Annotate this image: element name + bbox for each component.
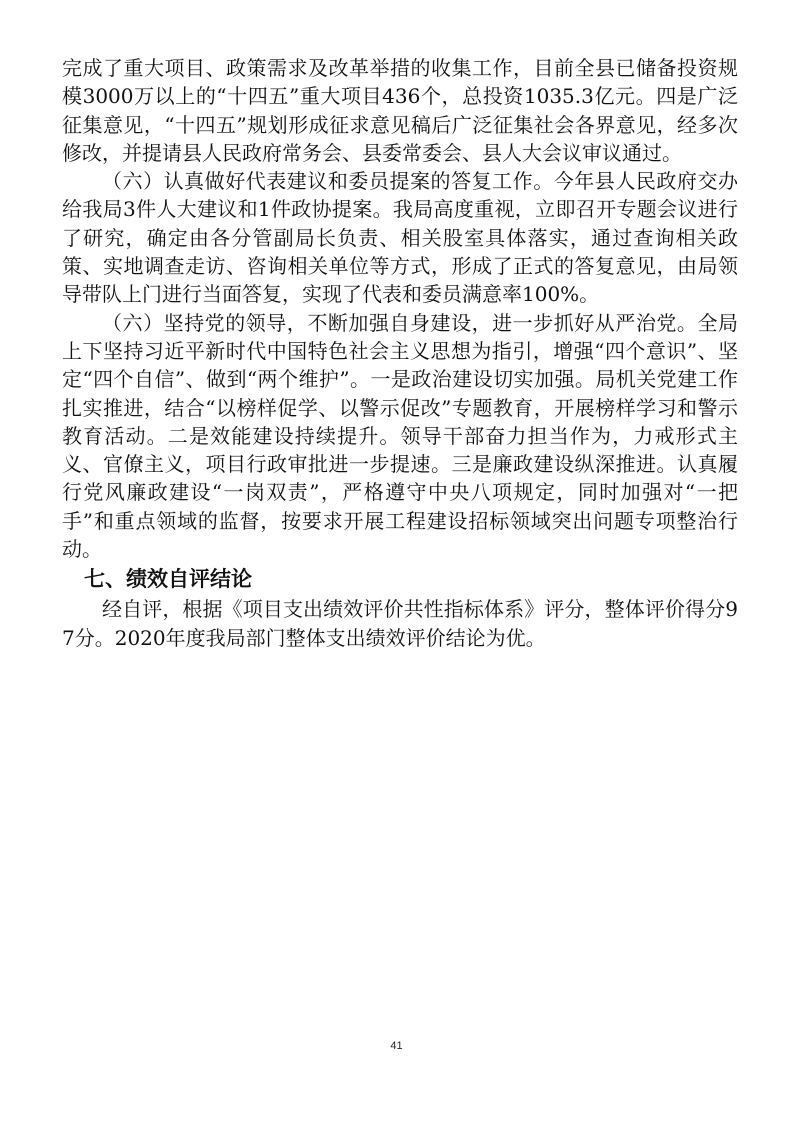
paragraph-party-leadership: （六）坚持党的领导，不断加强自身建设，进一步抓好从严治党。全局上下坚持习近平新时代中国特色社会主义思想为指引，增强“四个意识”、坚定“四个自信”、做到“两个维护”。一是政治建设切实加强。局机关党建工作扎实推进，结合“以榜样促学、以警示促改”专题教育，开展榜样学习和警示教育活动。二是效能建设持续提升。领导干部奋力担当作为，力戒形式主义、官僚主义，项目行政审批进一步提速。三是廉政建设纵深推进。认真履行党风廉政建设“一岗双责”，严格遵守中央八项规定，同时加强对“一把手”和重点领域的监督，按要求开展工程建设招标领域突出问题专项整治行动。 (62, 310, 738, 562)
section-heading-self-evaluation: 七、绩效自评结论 (84, 567, 252, 592)
page-number: 41 (390, 1040, 403, 1052)
paragraph-evaluation-conclusion: 经自评，根据《项目支出绩效评价共性指标体系》评分，整体评价得分97分。2020年度我局部门整体支出绩效评价结论为优。 (62, 597, 738, 650)
paragraph-proposal-replies: （六）认真做好代表建议和委员提案的答复工作。今年县人民政府交办给我局3件人大建议和1件政协提案。我局高度重视，立即召开专题会议进行了研究，确定由各分管副局长负责、相关股室具体落实，通过查询相关政策、实地调查走访、咨询相关单位等方式，形成了正式的答复意见，由局领导带队上门进行当面答复，实现了代表和委员满意率100%。 (62, 169, 738, 307)
paragraph-major-projects-continued: 完成了重大项目、政策需求及改革举措的收集工作，目前全县已储备投资规模3000万以上的“十四五”重大项目436个，总投资1035.3亿元。四是广泛征集意见，“十四五”规划形成征求意见稿后广泛征集社会各界意见，经多次修改，并提请县人民政府常务会、县委常委会、县人大会议审议通过。 (62, 56, 738, 165)
document-page (62, 54, 738, 652)
